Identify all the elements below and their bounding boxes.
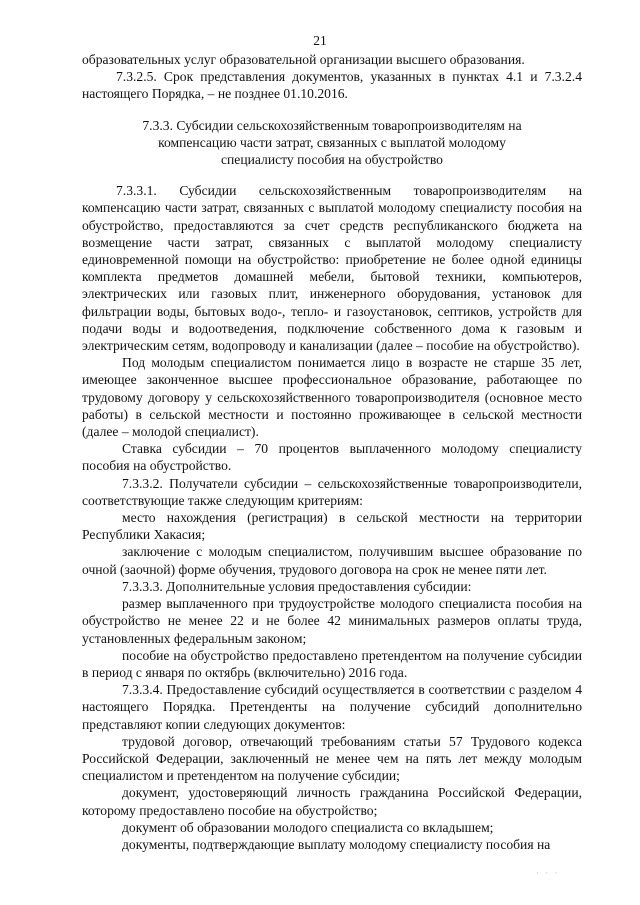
section-heading-7-3-3: 7.3.3. Субсидии сельскохозяйственным товаропроизводителям на компенсацию части затрат, связанных с выплатой молодому специалисту пособия на обустройство bbox=[142, 117, 522, 168]
paragraph-7-3-3-1: 7.3.3.1. Субсидии сельскохозяйственным товаропроизводителям на компенсацию части затрат, связанных с выплатой молодому специалисту пособия на обустройство, предоставляются за счет средств республиканского бюджета на возмещение части затрат, связанных с выплатой молодому специалисту единовременной помощи на обустройство: приобретение не более одной единицы комплекта предметов домашней мебели, бытовой техники, компьютеров, электрических или газовых плит, инженерного оборудования, установок для фильтрации воды, бытовых водо-, тепло- и газоустановок, септиков, устройств для подачи воды и водоотведения, подключение собственного дома к газовым и электрическим сетям, водопроводу и канализации (далее – пособие на обустройство). bbox=[82, 183, 582, 354]
page-number: 21 bbox=[313, 33, 327, 48]
paragraph-7-3-2-5: 7.3.2.5. Срок представления документов, указанных в пунктах 4.1 и 7.3.2.4 настоящего Порядка, – не позднее 01.10.2016. bbox=[82, 69, 582, 102]
paragraph-condition-amount: размер выплаченного при трудоустройстве молодого специалиста пособия на обустройство не менее 22 и не более 42 минимальных размеров оплаты труда, установленных федеральным законом; bbox=[82, 596, 582, 646]
document-body bbox=[82, 51, 582, 853]
paragraph-doc-employment-contract: трудовой договор, отвечающий требованиям статьи 57 Трудового кодекса Российской Федерации, заключенный не менее чем на пять лет между молодым специалистом и претендентом на получение субсидии; bbox=[82, 733, 582, 784]
scan-mark: · · · bbox=[536, 868, 560, 878]
paragraph-doc-payment: документы, подтверждающие выплату молодому специалисту пособия на bbox=[122, 836, 551, 852]
paragraph-continuation: образовательных услуг образовательной организации высшего образования. bbox=[82, 52, 525, 67]
paragraph-doc-education: документ об образовании молодого специалиста со вкладышем; bbox=[122, 819, 494, 835]
paragraph-subsidy-rate: Ставка субсидии – 70 процентов выплаченного молодому специалисту пособия на обустройство. bbox=[82, 441, 582, 474]
paragraph-7-3-3-4: 7.3.3.4. Предоставление субсидий осуществляется в соответствии с разделом 4 настоящего Порядка. Претенденты на получение субсидий дополнительно представляют копии следующих документов: bbox=[82, 682, 582, 732]
paragraph-criterion-contract: заключение с молодым специалистом, получившим высшее образование по очной (заочной) форме обучения, трудового договора на срок не менее пяти лет. bbox=[82, 544, 582, 577]
paragraph-7-3-3-2: 7.3.3.2. Получатели субсидии – сельскохозяйственные товаропроизводители, соответствующие также следующим критериям: bbox=[82, 475, 582, 508]
paragraph-young-specialist-definition: Под молодым специалистом понимается лицо в возрасте не старше 35 лет, имеющее законченное высшее профессиональное образование, работающее по трудовому договору у сельскохозяйственного товаропроизводителя (основное место работы) в сельской местности и постоянно проживающее в сельской местности (далее – молодой специалист). bbox=[82, 355, 582, 440]
paragraph-7-3-3-3: 7.3.3.3. Дополнительные условия предоставления субсидии: bbox=[122, 578, 472, 594]
paragraph-criterion-location: место нахождения (регистрация) в сельской местности на территории Республики Хакасия; bbox=[82, 510, 582, 543]
paragraph-condition-period: пособие на обустройство предоставлено претендентом на получение субсидии в период с января по октябрь (включительно) 2016 года. bbox=[82, 647, 582, 680]
paragraph-doc-identity: документ, удостоверяющий личность гражданина Российской Федерации, которому предоставлено пособие на обустройство; bbox=[82, 785, 582, 818]
